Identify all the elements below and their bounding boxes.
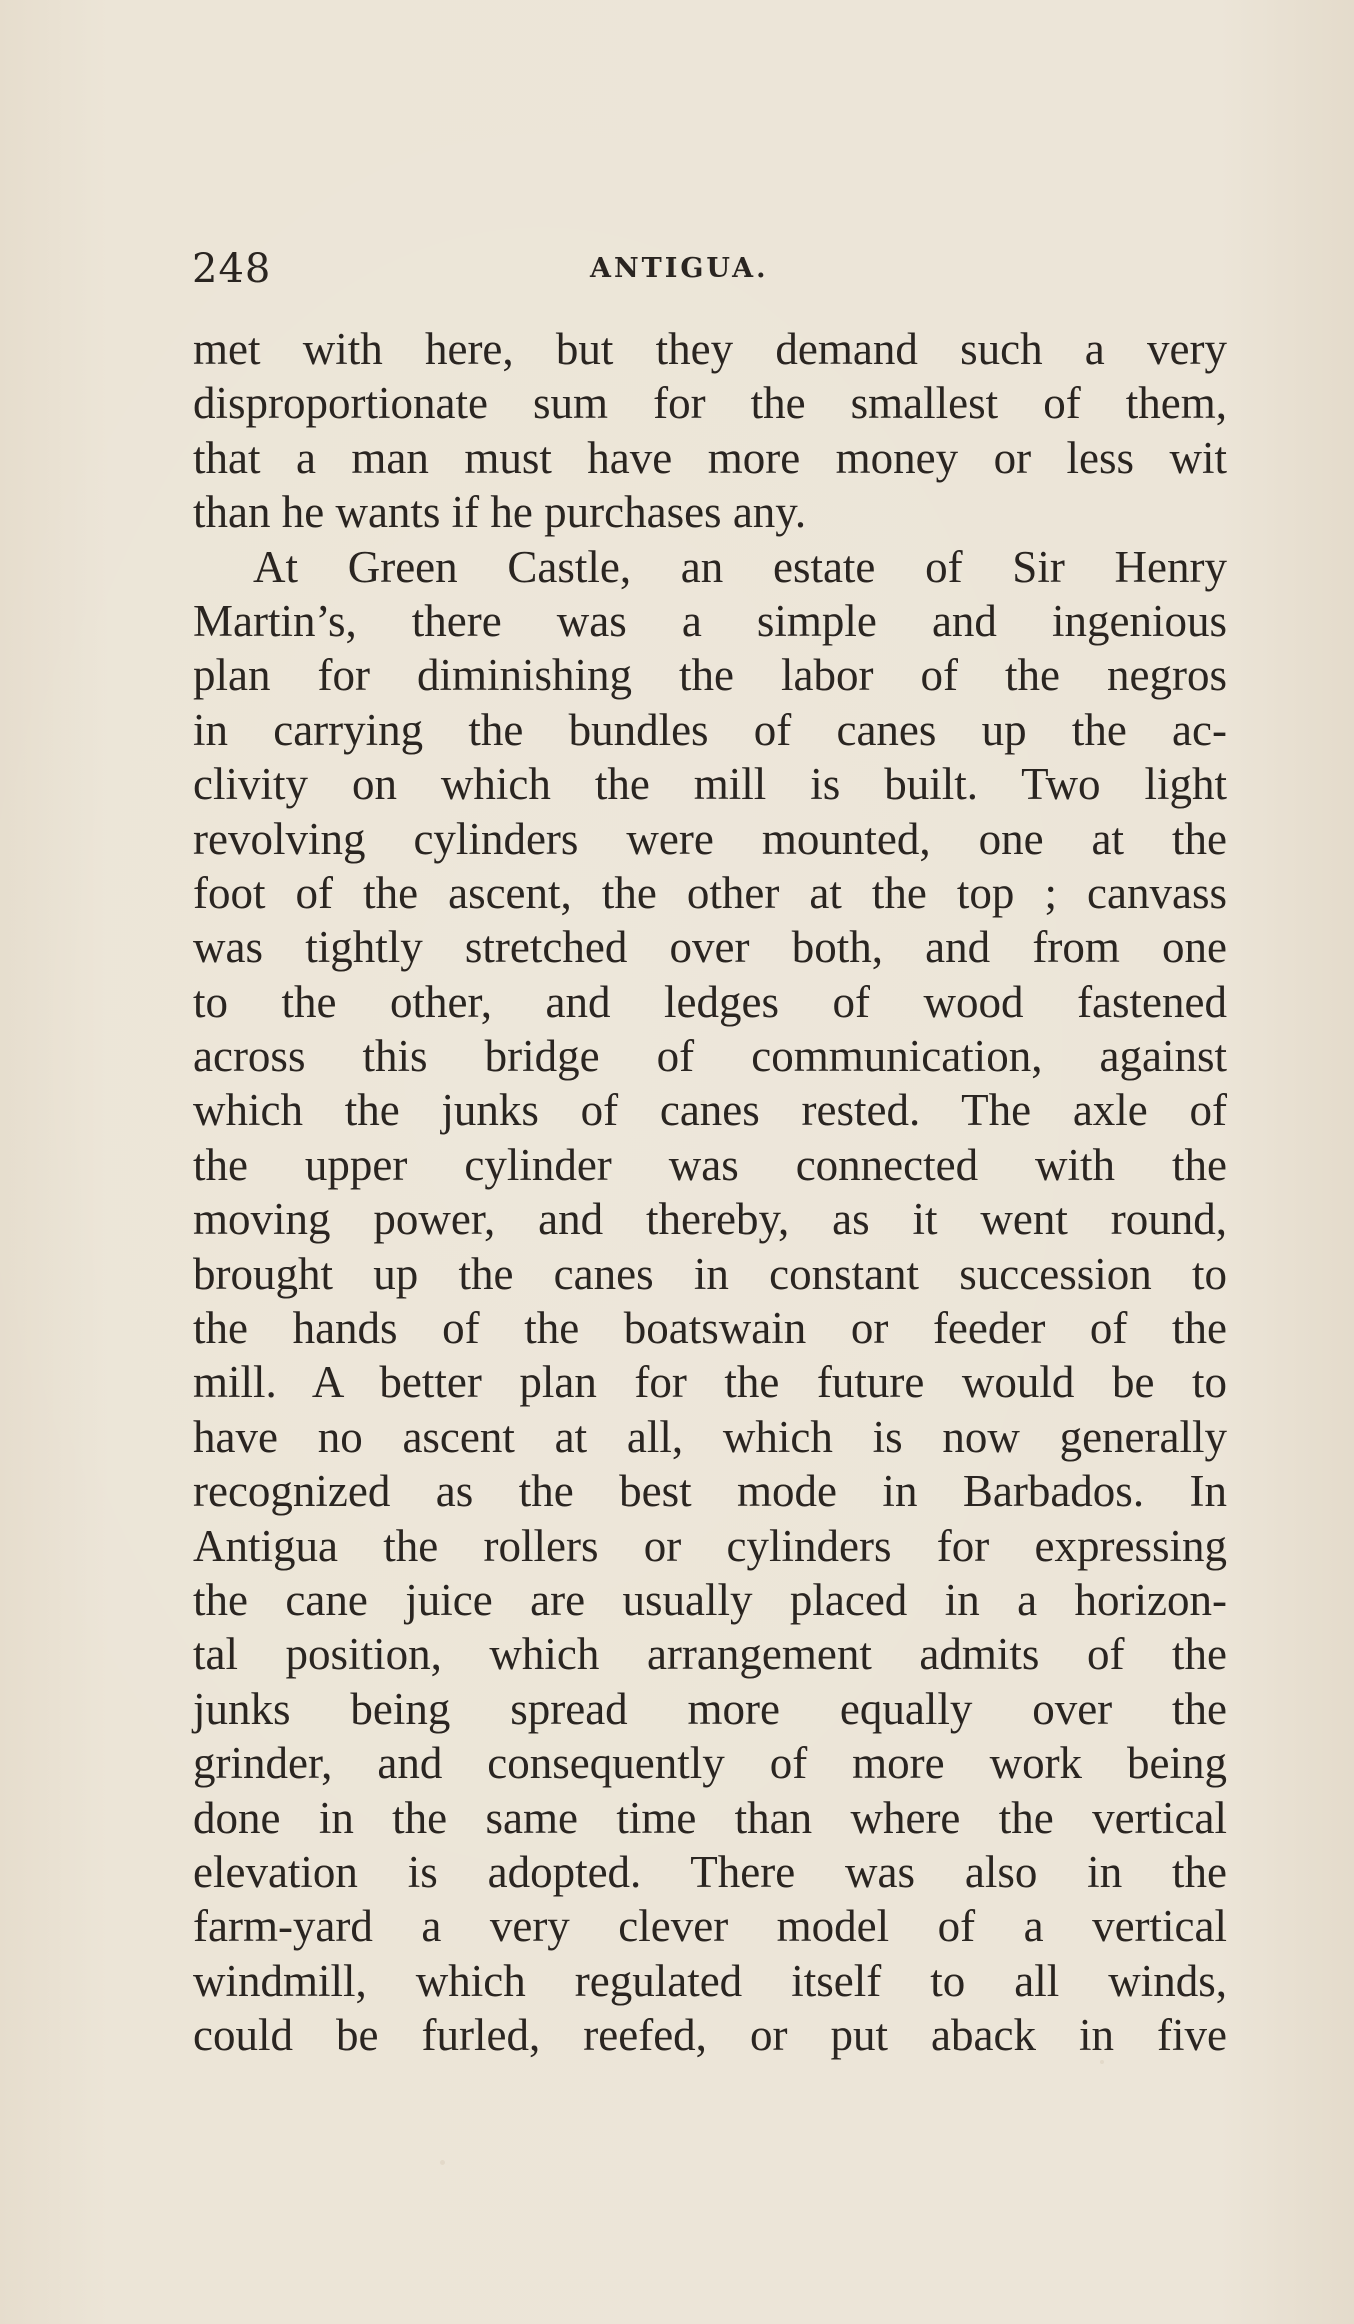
text-line: elevation is adopted. There was also in the [193, 1846, 1227, 1897]
paper-foxing-spot [440, 2160, 445, 2165]
text-line: met with here, but they demand such a very [193, 324, 1227, 374]
text-line: the hands of the boatswain or feeder of the [193, 1303, 1227, 1354]
text-line: disproportionate sum for the smallest of them, [193, 378, 1227, 429]
text-line: junks being spread more equally over the [193, 1683, 1227, 1734]
text-line: tal position, which arrangement admits of the [193, 1629, 1227, 1680]
text-line: across this bridge of communication, against [193, 1031, 1227, 1082]
text-line: mill. A better plan for the future would be to [193, 1357, 1227, 1408]
body-text [193, 322, 1227, 2063]
page-number: 248 [192, 246, 272, 292]
text-line: grinder, and consequently of more work being [193, 1738, 1227, 1789]
text-line: clivity on which the mill is built. Two light [193, 759, 1227, 810]
text-line: in carrying the bundles of canes up the ac- [193, 704, 1227, 755]
text-line: that a man must have more money or less wit [193, 432, 1227, 483]
text-line: the cane juice are usually placed in a horizon- [193, 1574, 1227, 1625]
text-line: foot of the ascent, the other at the top ; canvass [193, 867, 1227, 918]
text-line: Martin’s, there was a simple and ingenious [193, 595, 1227, 646]
text-line: than he wants if he purchases any. [193, 487, 807, 538]
text-line: revolving cylinders were mounted, one at the [193, 813, 1227, 864]
text-line: was tightly stretched over both, and from one [193, 922, 1227, 973]
text-line: At Green Castle, an estate of Sir Henry [253, 541, 1227, 592]
text-line: the upper cylinder was connected with the [193, 1139, 1227, 1190]
text-line: windmill, which regulated itself to all winds, [193, 1955, 1227, 2006]
text-line: Antigua the rollers or cylinders for expressing [193, 1520, 1227, 1571]
text-line: which the junks of canes rested. The axle of [193, 1085, 1227, 1136]
text-line: plan for diminishing the labor of the negros [193, 650, 1227, 701]
text-line: could be furled, reefed, or put aback in five [193, 2010, 1227, 2061]
text-line: to the other, and ledges of wood fastened [193, 976, 1227, 1027]
text-line: farm-yard a very clever model of a vertical [193, 1901, 1227, 1952]
text-line: recognized as the best mode in Barbados. In [193, 1466, 1227, 1517]
text-line: done in the same time than where the vertical [193, 1792, 1227, 1843]
page-header [190, 246, 1230, 306]
text-line: have no ascent at all, which is now generally [193, 1411, 1227, 1462]
running-head: ANTIGUA. [590, 253, 769, 284]
text-line: brought up the canes in constant succession to [193, 1248, 1227, 1299]
text-line: moving power, and thereby, as it went round, [193, 1194, 1227, 1245]
